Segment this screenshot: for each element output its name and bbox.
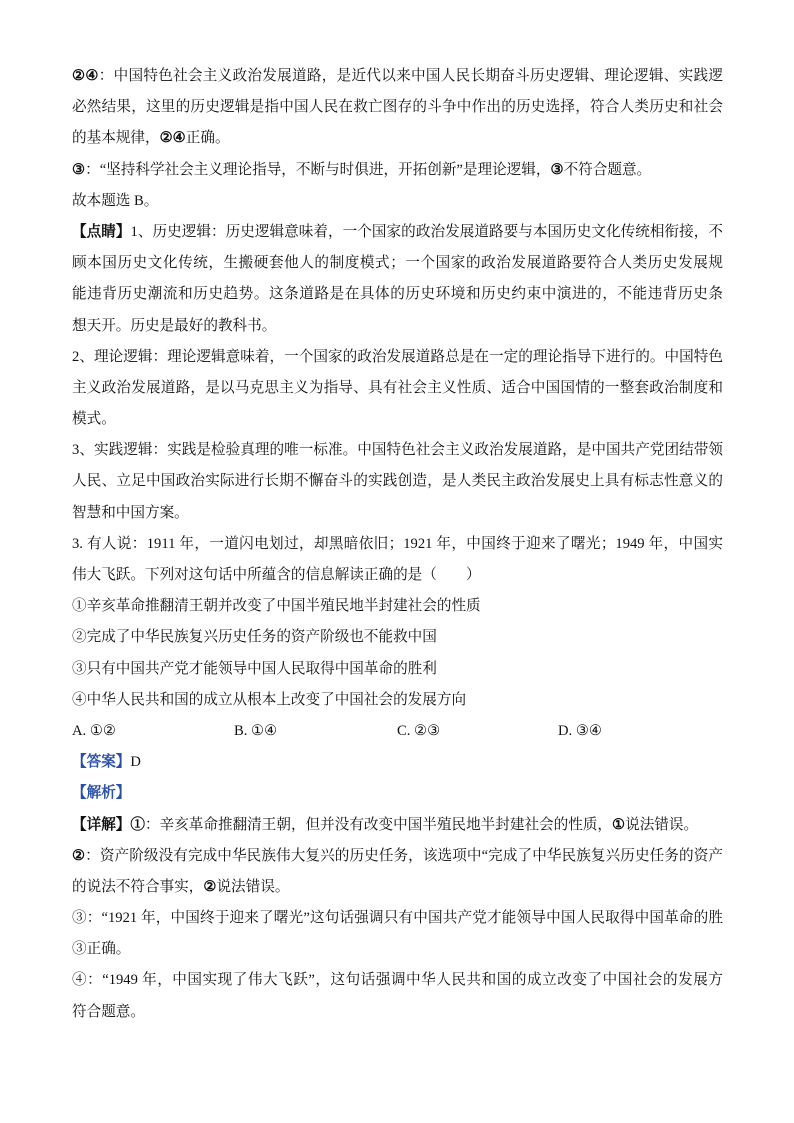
text-line xyxy=(72,248,723,279)
text-line xyxy=(72,92,723,123)
text-line xyxy=(72,872,723,903)
text-line xyxy=(72,373,723,404)
text-run: ：“坚持科学社会主义理论指导，不断与时俱进，开拓创新”是理论逻辑， xyxy=(85,161,551,178)
text-line xyxy=(72,186,723,217)
analysis-item-3 xyxy=(72,155,723,186)
text-line xyxy=(72,279,723,310)
text-run: 正确。 xyxy=(185,130,230,147)
emphasis-run: ② xyxy=(72,847,86,864)
text-line xyxy=(72,498,723,529)
answer-option: D. ③④ xyxy=(558,722,603,739)
text-line xyxy=(72,560,723,591)
text-run: ④：“1949 年，中国实现了伟大飞跃”，这句话强调中华人民共和国的成立改变了中国社会的发展方 xyxy=(72,972,723,989)
answer-options-row xyxy=(72,716,723,747)
text-line xyxy=(72,747,723,778)
text-run: 能违背历史潮流和历史趋势。这条道路是在具体的历史环境和历史约束中演进的，不能违背历史条 xyxy=(72,286,723,303)
text-line xyxy=(72,217,723,248)
emphasis-run: ① xyxy=(612,816,626,833)
text-line xyxy=(72,435,723,466)
question-3-detail-1 xyxy=(72,810,723,841)
emphasis-run: ②④ xyxy=(72,68,99,84)
answer-option: B. ①④ xyxy=(234,722,278,739)
text-line xyxy=(72,466,723,497)
text-run: ：辛亥革命推翻清王朝，但并没有改变中国半殖民地半封建社会的性质， xyxy=(145,816,613,833)
text-run: 的基本规律， xyxy=(72,130,160,147)
text-line xyxy=(72,997,723,1028)
text-run: ③：“1921 年，中国终于迎来了曙光”这句话强调只有中国共产党才能领导中国人民取得中国革命的胜 xyxy=(72,910,723,927)
emphasis-run: ③ xyxy=(550,161,564,178)
question-3-detail-2 xyxy=(72,841,723,903)
key-point-practice-logic xyxy=(72,435,723,529)
text-run: ①辛亥革命推翻清王朝并改变了中国半殖民地半封建社会的性质 xyxy=(72,598,481,615)
text-line xyxy=(72,965,723,996)
text-run: 1、历史逻辑：历史逻辑意味着，一个国家的政治发展道路要与本国历史文化传统相衔接，不 xyxy=(130,223,723,240)
text-run: 符合题意。 xyxy=(72,1003,145,1020)
emphasis-run: ① xyxy=(130,816,145,833)
text-run: 2、理论逻辑：理论逻辑意味着，一个国家的政治发展道路总是在一定的理论指导下进行的。中国特色 xyxy=(72,348,723,365)
text-run: 智慧和中国方案。 xyxy=(72,504,189,521)
text-line xyxy=(72,529,723,560)
text-line xyxy=(72,685,723,716)
question-3-detail-3 xyxy=(72,903,723,965)
exam-page-body xyxy=(72,61,723,1028)
text-line xyxy=(72,810,723,841)
emphasis-run: ③ xyxy=(72,161,86,178)
question-3-statement-2 xyxy=(72,622,723,653)
text-run: ：中国特色社会主义政治发展道路，是近代以来中国人民长期奋斗历史逻辑、理论逻辑、实践逻 xyxy=(98,68,723,84)
text-run: 想天开。历史是最好的教科书。 xyxy=(72,317,277,334)
emphasis-run: ② xyxy=(203,878,217,895)
emphasis-run: 【答案】 xyxy=(72,754,131,771)
text-run: 伟大飞跃。下列对这句话中所蕴含的信息解读正确的是（ ） xyxy=(72,567,481,583)
text-run: 人民、立足中国政治实际进行长期不懈奋斗的实践创造，是人类民主政治发展史上具有标志性意义的 xyxy=(72,473,723,490)
text-run: 故本题选 B。 xyxy=(72,192,159,209)
text-line xyxy=(72,903,723,934)
text-run: 说法错误。 xyxy=(216,878,290,895)
key-point-history-logic xyxy=(72,217,723,342)
text-run: ③正确。 xyxy=(72,941,131,958)
text-line xyxy=(72,155,723,186)
text-run: ④中华人民共和国的成立从根本上改变了中国社会的发展方向 xyxy=(72,691,467,708)
question-3-options xyxy=(72,716,723,747)
text-line xyxy=(72,934,723,965)
analysis-continuation-24 xyxy=(72,61,723,155)
question-3-answer xyxy=(72,747,723,778)
text-line xyxy=(72,591,723,622)
question-3-statement-4 xyxy=(72,685,723,716)
emphasis-run: 【点睛】 xyxy=(72,223,131,240)
text-run: 3. 有人说：1911 年，一道闪电划过，却黑暗依旧；1921 年，中国终于迎来了曙光；1949 年，中国实 xyxy=(72,535,723,552)
answer-option: A. ①② xyxy=(72,722,117,739)
text-line xyxy=(72,404,723,435)
text-line xyxy=(72,342,723,373)
emphasis-run: ②④ xyxy=(159,130,186,147)
answer-option: C. ②③ xyxy=(397,722,441,739)
text-run: 必然结果，这里的历史逻辑是指中国人民在救亡图存的斗争中作出的历史选择，符合人类历史和社会 xyxy=(72,99,723,116)
text-run: 顾本国历史文化传统，生搬硬套他人的制度模式；一个国家的政治发展道路要符合人类历史发展规 xyxy=(72,255,723,272)
emphasis-run: 【详解】 xyxy=(72,816,131,833)
text-run: 不符合题意。 xyxy=(563,161,652,178)
question-3-statement-3 xyxy=(72,654,723,685)
text-line xyxy=(72,123,723,154)
question-3-analysis-heading xyxy=(72,778,723,809)
text-line xyxy=(72,654,723,685)
answer-conclusion xyxy=(72,186,723,217)
text-run: 说法错误。 xyxy=(625,816,699,833)
text-run: 模式。 xyxy=(72,411,116,428)
text-line xyxy=(72,622,723,653)
text-run: ②完成了中华民族复兴历史任务的资产阶级也不能救中国 xyxy=(72,629,437,646)
question-3-stem xyxy=(72,529,723,591)
text-run: ③只有中国共产党才能领导中国人民取得中国革命的胜利 xyxy=(72,660,437,677)
text-run: 的说法不符合事实， xyxy=(72,878,204,895)
text-run: 3、实践逻辑：实践是检验真理的唯一标准。中国特色社会主义政治发展道路，是中国共产党团结带领 xyxy=(72,442,723,459)
key-point-theory-logic xyxy=(72,342,723,436)
text-run: ：资产阶级没有完成中华民族伟大复兴的历史任务，该选项中“完成了中华民族复兴历史任务的资产 xyxy=(85,847,723,864)
text-line xyxy=(72,841,723,872)
text-line xyxy=(72,778,723,809)
text-line xyxy=(72,61,723,92)
question-3-detail-4 xyxy=(72,965,723,1027)
emphasis-run: 【解析】 xyxy=(72,785,131,802)
text-run: 主义政治发展道路，是以马克思主义为指导、具有社会主义性质、适合中国国情的一整套政治制度和 xyxy=(72,379,723,396)
text-line xyxy=(72,311,723,342)
text-run: D xyxy=(130,754,141,771)
question-3-statement-1 xyxy=(72,591,723,622)
